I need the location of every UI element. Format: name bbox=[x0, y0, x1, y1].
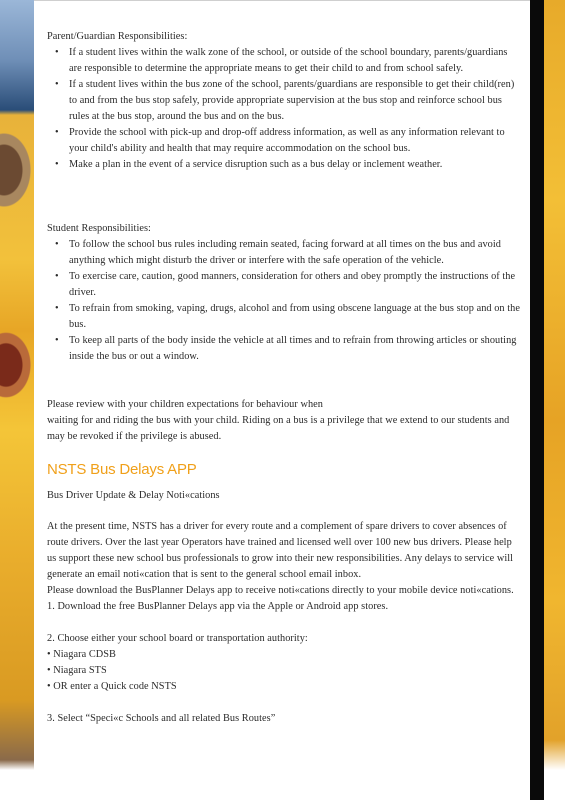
list-item: • To refrain from smoking, vaping, drugs, alcohol and from using obscene language at the bus stop and on the bus. bbox=[47, 301, 521, 333]
parent-responsibilities-list bbox=[47, 45, 521, 173]
app-step-2: 2. Choose either your school board or transportation authority: bbox=[47, 633, 308, 644]
list-item: • Provide the school with pick-up and drop-off address information, as well as any information relevant to your child's ability and health that may require accommodation on the school bus. bbox=[47, 125, 521, 157]
background-photo-left bbox=[0, 0, 34, 800]
option-item: • Niagara STS bbox=[47, 665, 107, 676]
parent-responsibilities-section bbox=[47, 29, 521, 173]
review-line-1: Please review with your children expectations for behaviour when bbox=[47, 399, 323, 410]
background-photo-right bbox=[530, 0, 565, 800]
list-item: • If a student lives within the walk zone of the school, or outside of the school boundary, parents/guardians are responsible to determine the appropriate means to get their child to and from school safely. bbox=[47, 45, 521, 77]
student-responsibilities-heading: Student Responsibilities: bbox=[47, 223, 151, 234]
list-item: • To keep all parts of the body inside the vehicle at all times and to refrain from throwing articles or shouting inside the bus or out a window. bbox=[47, 333, 521, 365]
app-section-heading: NSTS Bus Delays APP bbox=[47, 461, 197, 478]
list-item: • If a student lives within the bus zone of the school, parents/guardians are responsible to get their child(ren) to and from the bus stop safely, provide appropriate supervision at the bus stop and reinforce school bus rules at the bus stop, around the bus and on the bus. bbox=[47, 77, 521, 125]
document-page bbox=[34, 0, 530, 771]
app-section-body bbox=[47, 519, 521, 727]
option-item: • Niagara CDSB bbox=[47, 649, 116, 660]
student-responsibilities-section bbox=[47, 221, 521, 365]
app-section-subheading: Bus Driver Update & Delay Noti«cations bbox=[47, 490, 220, 501]
option-item: • OR enter a Quick code NSTS bbox=[47, 681, 177, 692]
list-item: • To exercise care, caution, good manners, consideration for others and obey promptly the instructions of the driver. bbox=[47, 269, 521, 301]
parent-responsibilities-heading: Parent/Guardian Responsibilities: bbox=[47, 31, 188, 42]
app-paragraph-2: Please download the BusPlanner Delays app to receive noti«cations directly to your mobile device noti«cations. 1. Download the free BusPlanner Delays app via the Apple or Android app stores. bbox=[47, 585, 514, 612]
review-paragraph bbox=[47, 397, 521, 445]
list-item: • To follow the school bus rules including remain seated, facing forward at all times on the bus and avoid anything which might disturb the driver or interfere with the safe operation of the vehicle. bbox=[47, 237, 521, 269]
review-line-2: waiting for and riding the bus with your child. Riding on a bus is a privilege that we extend to our students and may be revoked if the privilege is abused. bbox=[47, 415, 510, 442]
app-step-3: 3. Select “Speci«c Schools and all related Bus Routes” bbox=[47, 713, 276, 724]
app-paragraph-1: At the present time, NSTS has a driver for every route and a complement of spare drivers to cover absences of route drivers. Over the last year Operators have trained and licensed well over 100 new bus drivers. Please help us support these new school bus professionals to grow into their new responsibilities. Any delays to service will generate an email noti«cation that is sent to the general school email inbox. bbox=[47, 521, 514, 580]
list-item: • Make a plan in the event of a service disruption such as a bus delay or inclement weather. bbox=[47, 157, 521, 173]
student-responsibilities-list bbox=[47, 237, 521, 365]
